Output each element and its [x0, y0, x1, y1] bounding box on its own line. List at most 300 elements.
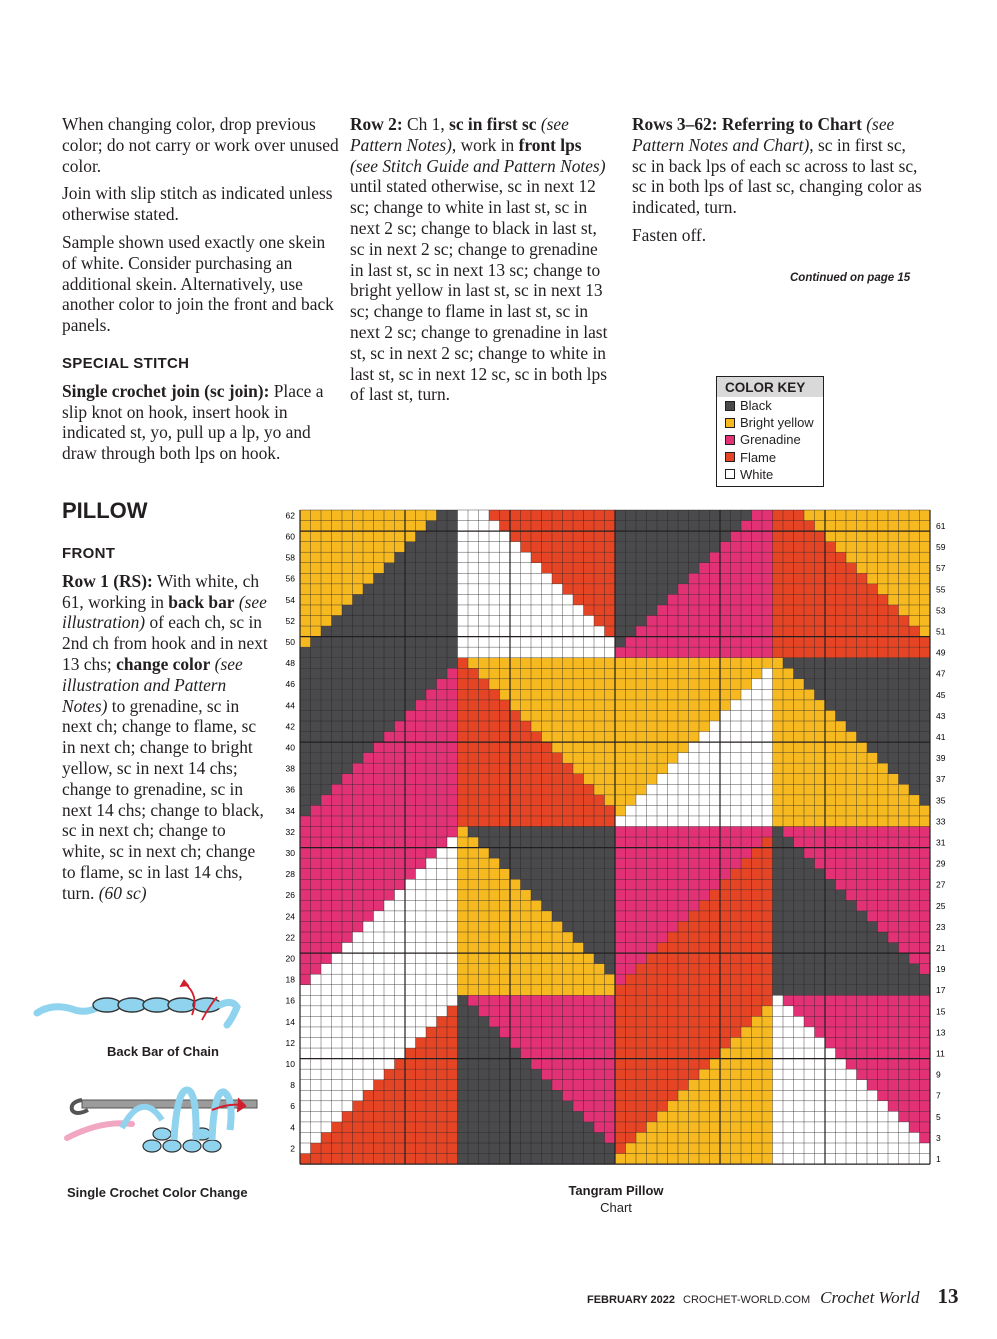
chart-cell — [552, 637, 563, 648]
chart-cell — [332, 816, 343, 827]
chart-cell — [363, 1154, 374, 1165]
chart-cell — [542, 689, 553, 700]
chart-cell — [867, 1006, 878, 1017]
chart-cell — [720, 837, 731, 848]
chart-cell — [626, 1016, 637, 1027]
chart-cell — [521, 848, 532, 859]
chart-cell — [741, 890, 752, 901]
chart-cell — [741, 658, 752, 669]
chart-cell — [563, 911, 574, 922]
chart-cell — [815, 774, 826, 785]
chart-cell — [458, 616, 469, 627]
chart-cell — [552, 510, 563, 521]
chart-cell — [405, 1006, 416, 1017]
chart-cell — [783, 1048, 794, 1059]
chart-cell — [668, 1006, 679, 1017]
chart-cell — [773, 1132, 784, 1143]
color-key-title: COLOR KEY — [717, 377, 823, 397]
chart-cell — [594, 689, 605, 700]
chart-cell — [384, 1143, 395, 1154]
chart-cell — [426, 637, 437, 648]
chart-cell — [489, 932, 500, 943]
chart-cell — [395, 647, 406, 658]
chart-cell — [647, 700, 658, 711]
front-heading: FRONT — [62, 545, 116, 562]
chart-cell — [846, 510, 857, 521]
chart-cell — [405, 827, 416, 838]
chart-cell — [300, 953, 311, 964]
chart-cell — [458, 1059, 469, 1070]
chart-cell — [542, 1069, 553, 1080]
chart-cell — [752, 921, 763, 932]
chart-cell — [500, 658, 511, 669]
chart-cell — [573, 742, 584, 753]
chart-cell — [405, 869, 416, 880]
row2-bold-a: sc in first sc — [449, 114, 537, 134]
chart-cell — [363, 805, 374, 816]
chart-cell — [489, 1016, 500, 1027]
chart-cell — [846, 953, 857, 964]
chart-cell — [710, 827, 721, 838]
chart-cell — [647, 1143, 658, 1154]
chart-cell — [720, 721, 731, 732]
chart-cell — [636, 1048, 647, 1059]
chart-cell — [500, 1069, 511, 1080]
chart-cell — [825, 521, 836, 532]
chart-cell — [542, 1111, 553, 1122]
chart-cell — [300, 594, 311, 605]
chart-cell — [909, 1132, 920, 1143]
chart-cell — [500, 605, 511, 616]
chart-cell — [342, 784, 353, 795]
chart-cell — [720, 647, 731, 658]
chart-cell — [405, 1038, 416, 1049]
row-label-right: 61 — [936, 520, 946, 531]
chart-cell — [500, 900, 511, 911]
chart-cell — [920, 1090, 931, 1101]
chart-cell — [416, 658, 427, 669]
chart-cell — [762, 510, 773, 521]
chart-cell — [647, 1080, 658, 1091]
chart-cell — [846, 647, 857, 658]
chart-cell — [489, 753, 500, 764]
chart-cell — [416, 1069, 427, 1080]
chart-cell — [836, 784, 847, 795]
chart-cell — [857, 605, 868, 616]
chart-cell — [878, 848, 889, 859]
chart-cell — [363, 753, 374, 764]
chart-cell — [920, 795, 931, 806]
chart-cell — [426, 647, 437, 658]
chart-cell — [374, 647, 385, 658]
chart-cell — [846, 542, 857, 553]
chart-cell — [563, 774, 574, 785]
chart-cell — [353, 531, 364, 542]
chart-cell — [678, 1143, 689, 1154]
chart-cell — [846, 658, 857, 669]
chart-cell — [752, 742, 763, 753]
chart-cell — [384, 710, 395, 721]
chart-cell — [878, 1038, 889, 1049]
chart-cell — [426, 774, 437, 785]
chart-cell — [437, 1027, 448, 1038]
chart-cell — [573, 795, 584, 806]
chart-cell — [489, 658, 500, 669]
chart-cell — [846, 1080, 857, 1091]
chart-cell — [846, 1069, 857, 1080]
chart-cell — [710, 721, 721, 732]
chart-cell — [489, 943, 500, 954]
chart-cell — [584, 774, 595, 785]
chart-cell — [867, 974, 878, 985]
chart-cell — [353, 658, 364, 669]
chart-cell — [416, 1016, 427, 1027]
chart-cell — [857, 816, 868, 827]
chart-cell — [783, 689, 794, 700]
chart-cell — [783, 563, 794, 574]
chart-cell — [458, 805, 469, 816]
chart-cell — [699, 679, 710, 690]
chart-cell — [773, 995, 784, 1006]
chart-cell — [395, 784, 406, 795]
chart-cell — [773, 827, 784, 838]
chart-cell — [531, 1090, 542, 1101]
row-label-right: 9 — [936, 1069, 941, 1080]
chart-cell — [468, 721, 479, 732]
chart-cell — [468, 542, 479, 553]
chart-cell — [437, 605, 448, 616]
chart-cell — [773, 774, 784, 785]
chart-cell — [363, 605, 374, 616]
chart-cell — [647, 1059, 658, 1070]
chart-cell — [678, 805, 689, 816]
chart-cell — [647, 626, 658, 637]
chart-cell — [563, 943, 574, 954]
chart-cell — [731, 552, 742, 563]
chart-cell — [300, 689, 311, 700]
chart-cell — [437, 510, 448, 521]
chart-cell — [899, 542, 910, 553]
chart-cell — [752, 732, 763, 743]
chart-cell — [615, 953, 626, 964]
chart-cell — [668, 668, 679, 679]
chart-cell — [531, 552, 542, 563]
chart-cell — [657, 626, 668, 637]
chart-cell — [783, 848, 794, 859]
chart-cell — [657, 1143, 668, 1154]
chart-cell — [426, 721, 437, 732]
chart-cell — [773, 932, 784, 943]
chart-cell — [899, 985, 910, 996]
chart-cell — [458, 573, 469, 584]
chart-cell — [668, 1090, 679, 1101]
chart-cell — [857, 932, 868, 943]
chart-cell — [342, 763, 353, 774]
chart-cell — [521, 510, 532, 521]
chart-cell — [489, 679, 500, 690]
chart-cell — [405, 510, 416, 521]
chart-cell — [899, 668, 910, 679]
chart-cell — [899, 1143, 910, 1154]
chart-cell — [374, 594, 385, 605]
chart-cell — [311, 964, 322, 975]
chart-cell — [479, 626, 490, 637]
chart-cell — [678, 900, 689, 911]
chart-cell — [563, 1069, 574, 1080]
chart-cell — [426, 995, 437, 1006]
row1-italic-a: (see illustration) — [62, 591, 267, 633]
chart-cell — [563, 1006, 574, 1017]
color-change-caption: Single Crochet Color Change — [67, 1185, 248, 1200]
chart-cell — [741, 647, 752, 658]
chart-cell — [636, 584, 647, 595]
chart-cell — [668, 584, 679, 595]
chart-cell — [416, 510, 427, 521]
chart-cell — [353, 827, 364, 838]
chart-cell — [353, 710, 364, 721]
chart-cell — [836, 1038, 847, 1049]
chart-cell — [752, 1122, 763, 1133]
chart-cell — [615, 848, 626, 859]
chart-cell — [321, 510, 332, 521]
chart-cell — [321, 753, 332, 764]
chart-cell — [857, 584, 868, 595]
chart-cell — [731, 584, 742, 595]
chart-cell — [899, 1132, 910, 1143]
chart-cell — [416, 900, 427, 911]
chart-cell — [825, 1143, 836, 1154]
chart-cell — [731, 879, 742, 890]
chart-cell — [374, 732, 385, 743]
chart-cell — [699, 605, 710, 616]
chart-cell — [794, 1080, 805, 1091]
chart-cell — [857, 953, 868, 964]
chart-cell — [363, 943, 374, 954]
row2-italic-a: (see Pattern Notes) — [350, 114, 569, 155]
chart-cell — [300, 616, 311, 627]
chart-cell — [668, 1048, 679, 1059]
chart-cell — [374, 921, 385, 932]
chart-cell — [783, 890, 794, 901]
chart-cell — [689, 637, 700, 648]
chart-cell — [447, 700, 458, 711]
chart-cell — [731, 1006, 742, 1017]
chart-cell — [542, 552, 553, 563]
chart-cell — [689, 879, 700, 890]
chart-cell — [426, 985, 437, 996]
chart-cell — [342, 1101, 353, 1112]
chart-cell — [773, 521, 784, 532]
chart-cell — [836, 531, 847, 542]
chart-cell — [416, 753, 427, 764]
chart-cell — [825, 1080, 836, 1091]
chart-cell — [668, 1069, 679, 1080]
chart-cell — [479, 953, 490, 964]
chart-cell — [332, 890, 343, 901]
chart-cell — [332, 616, 343, 627]
chart-cell — [710, 943, 721, 954]
chart-cell — [342, 732, 353, 743]
chart-cell — [311, 584, 322, 595]
chart-cell — [332, 848, 343, 859]
chart-cell — [311, 953, 322, 964]
chart-cell — [363, 974, 374, 985]
chart-cell — [573, 1132, 584, 1143]
chart-cell — [626, 1122, 637, 1133]
chart-cell — [857, 521, 868, 532]
chart-cell — [479, 943, 490, 954]
chart-cell — [573, 1027, 584, 1038]
chart-cell — [521, 721, 532, 732]
chart-cell — [447, 1059, 458, 1070]
chart-cell — [468, 827, 479, 838]
chart-cell — [542, 605, 553, 616]
chart-cell — [468, 1122, 479, 1133]
row-label-left: 24 — [285, 911, 295, 922]
chart-cell — [458, 710, 469, 721]
chart-cell — [836, 1080, 847, 1091]
chart-cell — [846, 594, 857, 605]
chart-cell — [720, 542, 731, 553]
chart-cell — [731, 974, 742, 985]
chart-cell — [741, 805, 752, 816]
chart-cell — [605, 964, 616, 975]
chart-cell — [888, 721, 899, 732]
chart-cell — [846, 932, 857, 943]
chart-cell — [300, 827, 311, 838]
chart-cell — [878, 890, 889, 901]
chart-cell — [731, 679, 742, 690]
chart-cell — [899, 700, 910, 711]
chart-cell — [836, 721, 847, 732]
chart-cell — [605, 837, 616, 848]
chart-cell — [552, 658, 563, 669]
chart-cell — [909, 521, 920, 532]
chart-cell — [584, 964, 595, 975]
chart-cell — [363, 995, 374, 1006]
chart-cell — [342, 552, 353, 563]
chart-cell — [363, 647, 374, 658]
chart-cell — [867, 742, 878, 753]
chart-cell — [668, 1154, 679, 1165]
chart-cell — [342, 932, 353, 943]
chart-cell — [752, 985, 763, 996]
chart-cell — [815, 858, 826, 869]
chart-cell — [836, 510, 847, 521]
chart-cell — [489, 521, 500, 532]
chart-cell — [437, 964, 448, 975]
chart-cell — [647, 890, 658, 901]
chart-cell — [647, 985, 658, 996]
chart-cell — [888, 869, 899, 880]
chart-cell — [363, 900, 374, 911]
chart-cell — [500, 552, 511, 563]
chart-cell — [720, 1143, 731, 1154]
chart-cell — [594, 879, 605, 890]
chart-cell — [815, 753, 826, 764]
chart-cell — [384, 552, 395, 563]
chart-cell — [857, 879, 868, 890]
chart-cell — [857, 795, 868, 806]
chart-cell — [909, 668, 920, 679]
chart-cell — [405, 700, 416, 711]
chart-cell — [521, 858, 532, 869]
chart-cell — [731, 1080, 742, 1091]
chart-cell — [794, 521, 805, 532]
chart-cell — [857, 626, 868, 637]
chart-cell — [594, 679, 605, 690]
chart-cell — [836, 858, 847, 869]
chart-cell — [815, 1027, 826, 1038]
chart-cell — [395, 890, 406, 901]
chart-cell — [489, 742, 500, 753]
chart-cell — [720, 521, 731, 532]
chart-cell — [468, 974, 479, 985]
chart-cell — [909, 742, 920, 753]
chart-cell — [920, 732, 931, 743]
chart-cell — [405, 584, 416, 595]
chart-cell — [353, 647, 364, 658]
chart-cell — [710, 1101, 721, 1112]
chart-cell — [689, 953, 700, 964]
chart-cell — [731, 911, 742, 922]
chart-cell — [552, 1080, 563, 1091]
row-label-left: 4 — [290, 1122, 295, 1133]
chart-cell — [437, 774, 448, 785]
chart-cell — [594, 1069, 605, 1080]
chart-cell — [657, 837, 668, 848]
chart-cell — [363, 700, 374, 711]
chart-cell — [836, 1090, 847, 1101]
chart-cell — [300, 1090, 311, 1101]
chart-cell — [920, 974, 931, 985]
chart-cell — [699, 816, 710, 827]
chart-cell — [878, 943, 889, 954]
chart-cell — [447, 1111, 458, 1122]
chart-cell — [846, 626, 857, 637]
chart-cell — [668, 552, 679, 563]
chart-cell — [899, 521, 910, 532]
chart-cell — [836, 594, 847, 605]
chart-cell — [878, 911, 889, 922]
chart-cell — [458, 1048, 469, 1059]
chart-cell — [752, 510, 763, 521]
chart-cell — [458, 911, 469, 922]
chart-cell — [584, 995, 595, 1006]
chart-cell — [678, 1016, 689, 1027]
chart-cell — [741, 964, 752, 975]
chart-cell — [489, 563, 500, 574]
chart-cell — [374, 795, 385, 806]
chart-cell — [647, 531, 658, 542]
chart-cell — [657, 985, 668, 996]
chart-cell — [552, 668, 563, 679]
chart-cell — [920, 1006, 931, 1017]
chart-cell — [416, 848, 427, 859]
chart-cell — [500, 911, 511, 922]
chart-cell — [353, 552, 364, 563]
chart-cell — [447, 563, 458, 574]
chart-cell — [920, 689, 931, 700]
chart-cell — [542, 827, 553, 838]
chart-cell — [804, 647, 815, 658]
chart-cell — [783, 1143, 794, 1154]
chart-cell — [500, 879, 511, 890]
chart-cell — [458, 689, 469, 700]
chart-cell — [426, 510, 437, 521]
chart-cell — [867, 869, 878, 880]
chart-cell — [405, 774, 416, 785]
